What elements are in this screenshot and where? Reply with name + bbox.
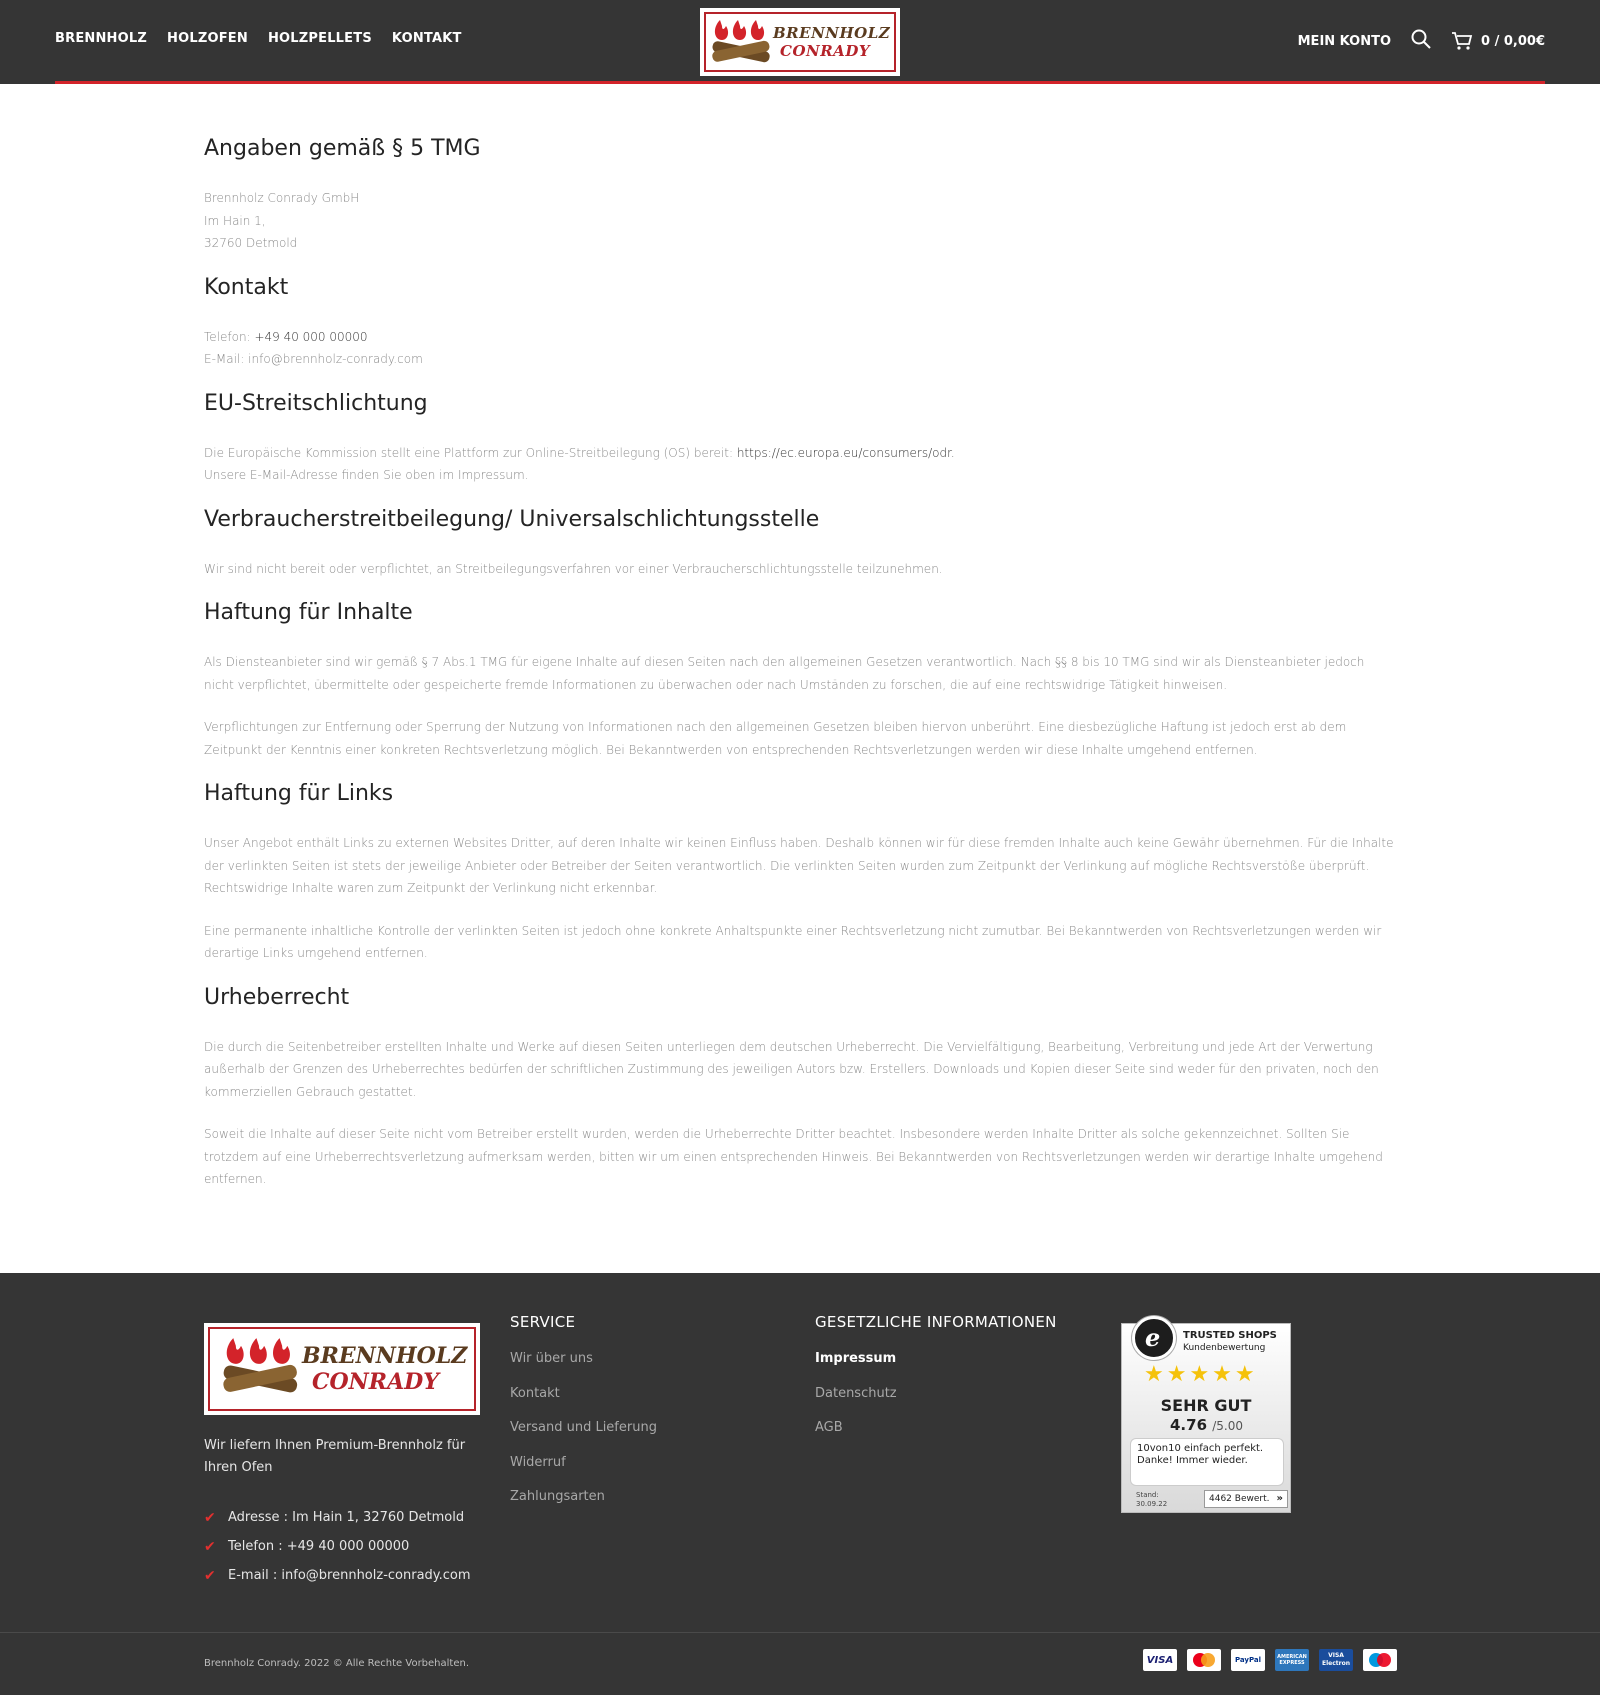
contact-address: ✔ Adresse : Im Hain 1, 32760 Detmold — [204, 1509, 465, 1526]
badge-stand: Stand: 30.09.22 — [1136, 1491, 1168, 1508]
paragraph: Eine permanente inhaltliche Kontrolle der verlinkten Seiten ist jedoch ohne konkrete Anhaltspunkte einer Rechtsverletzung nicht zumutbar. Bei Bekanntwerden von Rechtsverletzungen werden wir derartige Links umgehend entfernen. — [204, 923, 1382, 960]
footer-link-datenschutz[interactable]: Datenschutz — [815, 1385, 897, 1401]
trusted-shops-badge[interactable] — [1121, 1323, 1291, 1513]
contact-email: ✔ E-mail : info@brennholz-conrady.com — [204, 1567, 471, 1584]
footer-service — [510, 1313, 657, 1524]
footer-link-about[interactable]: Wir über uns — [510, 1351, 593, 1366]
paragraph-text: Unsere E-Mail-Adresse finden Sie oben im Impressum. — [204, 468, 529, 482]
site-logo[interactable] — [700, 8, 900, 76]
footer-link-agb[interactable]: AGB — [815, 1420, 843, 1435]
phone-label: Telefon: — [204, 329, 251, 344]
logo-text-brennholz: BRENNHOLZ — [302, 1343, 468, 1369]
cart-icon — [1451, 31, 1473, 51]
badge-score: 4.76 /5.00 — [1170, 1416, 1244, 1434]
company-city: 32760 Detmold — [204, 236, 298, 250]
email-label: E-Mail: — [204, 352, 245, 366]
my-account-link[interactable]: MEIN KONTO — [1297, 33, 1392, 49]
paragraph: Soweit die Inhalte auf dieser Seite nicht vom Betreiber erstellt wurden, werden die Urheberrechte Dritter beachtet. Insbesondere werden Inhalte Dritter als solche gekennzeichnet. Sollten Sie trotzdem auf eine Urheberrechtsverletzung aufmerksam werden, bitten wir um einen entsprechenden Hinweis. Bei Bekanntwerden von Rechtsverletzungen werden wir derartige Inhalte umgehend entfernen. — [204, 1127, 1383, 1186]
footer-column-title: SERVICE — [510, 1313, 576, 1331]
email-link[interactable]: info@brennholz-conrady.com — [248, 352, 423, 366]
badge-review-count[interactable]: 4462 Bewert. » — [1204, 1490, 1288, 1508]
section-angaben — [204, 136, 1398, 255]
footer-link-withdrawal[interactable]: Widerruf — [510, 1454, 566, 1470]
nav-brennholz[interactable]: BRENNHOLZ — [55, 31, 148, 46]
maestro-icon — [1363, 1649, 1397, 1671]
section-title: Angaben gemäß § 5 TMG — [204, 136, 481, 161]
section-eu-streitschlichtung — [204, 391, 1398, 487]
visa-icon: VISA — [1143, 1649, 1177, 1671]
paragraph-text: Die Europäische Kommission stellt eine Plattform zur Online-Streitbeilegung (OS) bereit: — [204, 445, 733, 460]
footer-link-contact[interactable]: Kontakt — [510, 1385, 560, 1401]
main-nav — [55, 31, 462, 46]
amex-icon: AMERICAN EXPRESS — [1275, 1649, 1309, 1671]
payment-methods — [1143, 1649, 1397, 1671]
footer-link-impressum[interactable]: Impressum — [815, 1351, 897, 1366]
section-title: Urheberrecht — [204, 984, 350, 1010]
header-accent-line — [55, 81, 1545, 84]
logo-text-conrady: CONRADY — [780, 42, 871, 60]
section-title: Haftung für Links — [204, 781, 394, 806]
section-title: Haftung für Inhalte — [204, 600, 413, 625]
footer-tagline: Wir liefern Ihnen Premium-Brennholz für Ihren Ofen — [204, 1438, 466, 1475]
trusted-shops-seal-icon: e — [1132, 1316, 1176, 1360]
footer-divider — [0, 1632, 1600, 1633]
rating-stars-icon: ★★★★★ — [1144, 1362, 1258, 1387]
site-footer — [0, 1273, 1600, 1695]
company-street: Im Hain 1, — [204, 213, 266, 228]
chevron-right-icon: » — [1276, 1493, 1283, 1504]
logs-flame-icon — [708, 16, 772, 72]
check-icon: ✔ — [204, 1538, 216, 1555]
logs-flame-icon — [214, 1333, 304, 1405]
section-haftung-links — [204, 781, 1398, 965]
cart-total: 0 / 0,00€ — [1481, 33, 1545, 49]
section-title: Verbraucherstreitbeilegung/ Universalschlichtungsstelle — [204, 506, 820, 532]
footer-column-title: GESETZLICHE INFORMATIONEN — [815, 1313, 1057, 1331]
check-icon: ✔ — [204, 1567, 216, 1584]
paragraph: Unser Angebot enthält Links zu externen Websites Dritter, auf deren Inhalte wir keinen Einfluss haben. Deshalb können wir für diese fremden Inhalte auch keine Gewähr übernehmen. Für die Inhalte der verlinkten Seiten ist stets der jeweilige Anbieter oder Betreiber der Seiten verantwortlich. Die verlinkten Seiten wurden zum Zeitpunkt der Verlinkung auf mögliche Rechtsverstöße überprüft. Rechtswidrige Inhalte waren zum Zeitpunkt der Verlinkung nicht erkennbar. — [204, 836, 1394, 895]
section-haftung-inhalte — [204, 600, 1398, 761]
visa-electron-icon: VISA Electron — [1319, 1649, 1353, 1671]
badge-grade: SEHR GUT — [1160, 1396, 1252, 1415]
section-title: EU-Streitschlichtung — [204, 390, 428, 416]
section-verbraucherstreit — [204, 507, 1398, 581]
paragraph: Die durch die Seitenbetreiber erstellten Inhalte und Werke auf diesen Seiten unterliegen dem deutschen Urheberrecht. Die Vervielfältigung, Bearbeitung, Verbreitung und jede Art der Verwertung außerhalb der Grenzen des Urheberrechtes bedürfen der schriftlichen Zustimmung des jeweiligen Autors bzw. Erstellers. Downloads und Kopien dieser Seite sind weder für den privaten, noch den kommerziellen Gebrauch gestattet. — [204, 1039, 1379, 1099]
copyright: Brennholz Conrady. 2022 © Alle Rechte Vorbehalten. — [204, 1658, 470, 1669]
footer-logo[interactable] — [204, 1323, 480, 1415]
footer-link-shipping[interactable]: Versand und Lieferung — [510, 1420, 657, 1435]
phone-link[interactable]: +49 40 000 00000 — [254, 329, 368, 344]
contact-phone: ✔ Telefon : +49 40 000 00000 — [204, 1538, 410, 1555]
paragraph: Als Diensteanbieter sind wir gemäß § 7 Abs.1 TMG für eigene Inhalte auf diesen Seiten nach den allgemeinen Gesetzen verantwortlich. Nach §§ 8 bis 10 TMG sind wir als Diensteanbieter jedoch nicht verpflichtet, übermittelte oder gespeicherte fremde Informationen zu überwachen oder nach Umständen zu forschen, die auf eine rechtswidrige Tätigkeit hinweisen. — [204, 655, 1365, 692]
paypal-icon: PayPal — [1231, 1649, 1265, 1671]
company-name: Brennholz Conrady GmbH — [204, 191, 360, 205]
search-icon[interactable] — [1411, 29, 1431, 53]
nav-holzpellets[interactable]: HOLZPELLETS — [267, 31, 372, 46]
logo-text-conrady: CONRADY — [312, 1369, 439, 1395]
check-icon: ✔ — [204, 1509, 216, 1526]
impressum-content — [204, 136, 1398, 1211]
header-actions — [1298, 29, 1545, 53]
section-title: Kontakt — [204, 274, 289, 300]
paragraph: Wir sind nicht bereit oder verpflichtet, an Streitbeilegungsverfahren vor einer Verbraucherschlichtungsstelle teilzunehmen. — [204, 561, 943, 576]
site-header — [0, 0, 1600, 84]
footer-contacts — [204, 1503, 471, 1590]
paragraph: Verpflichtungen zur Entfernung oder Sperrung der Nutzung von Informationen nach den allgemeinen Gesetzen bleiben hiervon unberührt. Eine diesbezügliche Haftung ist jedoch erst ab dem Zeitpunkt der Kenntnis einer konkreten Rechtsverletzung möglich. Bei Bekanntwerden von entsprechenden Rechtsverletzungen werden wir diese Inhalte umgehend entfernen. — [204, 720, 1347, 757]
footer-legal — [815, 1313, 1057, 1455]
badge-review-text: 10von10 einfach perfekt. Danke! Immer wieder. — [1130, 1438, 1284, 1486]
nav-kontakt[interactable]: KONTAKT — [391, 31, 462, 46]
section-kontakt — [204, 275, 1398, 371]
section-urheberrecht — [204, 985, 1398, 1191]
odr-link[interactable]: https://ec.europa.eu/consumers/odr. — [736, 445, 955, 460]
logo-text-brennholz: BRENNHOLZ — [773, 24, 891, 42]
nav-holzofen[interactable]: HOLZOFEN — [167, 31, 248, 46]
mastercard-icon — [1187, 1649, 1221, 1671]
cart-button[interactable] — [1451, 31, 1545, 51]
badge-subtitle: Kundenbewertung — [1183, 1343, 1266, 1353]
footer-link-payment[interactable]: Zahlungsarten — [510, 1489, 605, 1504]
badge-title: TRUSTED SHOPS — [1183, 1330, 1277, 1341]
